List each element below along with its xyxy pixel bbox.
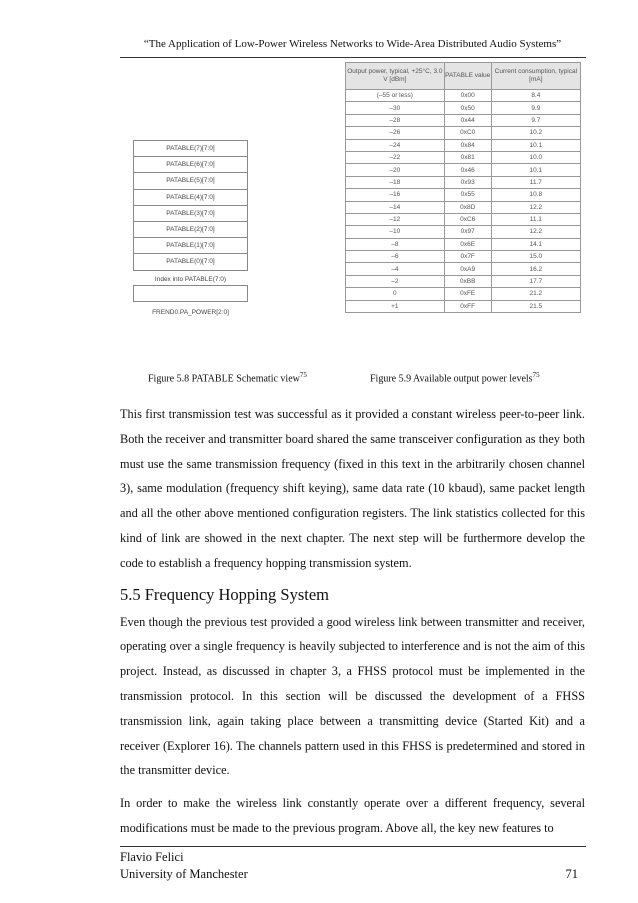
table-cell: 10.0 [491,151,580,163]
index-box [133,285,248,302]
table-cell: –30 [346,102,445,114]
table-row [346,90,581,102]
table-cell: 9.9 [491,102,580,114]
table-cell: 0xA9 [444,263,491,275]
table-cell: –26 [346,127,445,139]
patable-stack [133,140,248,271]
table-cell: 17.7 [491,275,580,287]
table-cell: –6 [346,251,445,263]
patable-cell: PATABLE(3)[7:0] [133,206,248,222]
table-cell: 0x7F [444,251,491,263]
table-cell: 21.5 [491,300,580,312]
patable-cell: PATABLE(6)[7:0] [133,157,248,173]
page-number: 71 [565,867,578,881]
table-cell: 16.2 [491,263,580,275]
patable-cell: PATABLE(5)[7:0] [133,173,248,189]
footer-author: Flavio Felici [120,850,184,864]
table-cell: 10.1 [491,164,580,176]
patable-cell: PATABLE(2)[7:0] [133,222,248,238]
figure-5-8-caption [148,371,307,384]
table-row [346,300,581,312]
patable-schematic [133,140,248,318]
table-cell: 0 [346,288,445,300]
patable-cell: PATABLE(7)[7:0] [133,140,248,157]
table-cell: 11.1 [491,213,580,225]
table-cell: –10 [346,226,445,238]
table-cell: +1 [346,300,445,312]
caption-text: Figure 5.9 Available output power levels [370,373,533,385]
column-header: Output power, typical, +25°C, 3.0 V [dBm] [346,63,445,90]
footer-rule [120,846,586,847]
table-cell: 0xC6 [444,213,491,225]
caption-text: Figure 5.8 PATABLE Schematic view [148,373,300,385]
table-row [346,288,581,300]
table-cell: 21.2 [491,288,580,300]
table-row [346,164,581,176]
table-cell: –22 [346,151,445,163]
table-cell: 8.4 [491,90,580,102]
table-cell: 9.7 [491,114,580,126]
table-cell: –28 [346,114,445,126]
table-cell: 0x84 [444,139,491,151]
table-cell: 0x50 [444,102,491,114]
table-cell: 0x00 [444,90,491,102]
table-cell: 0x97 [444,226,491,238]
table-cell: 10.8 [491,189,580,201]
table-cell: 0x6E [444,238,491,250]
table-cell: –20 [346,164,445,176]
table-cell: –12 [346,213,445,225]
table-cell: 12.2 [491,226,580,238]
table-row [346,189,581,201]
patable-cell: PATABLE(4)[7:0] [133,190,248,206]
table-cell: 10.2 [491,127,580,139]
footer-row [120,866,586,883]
table-row [346,127,581,139]
figure-5-9-caption [370,371,540,384]
output-power-table [345,62,581,313]
table-row [346,263,581,275]
running-header: “The Application of Low-Power Wireless Networks to Wide-Area Distributed Audio Systems” [143,38,562,50]
footnote-ref: 75 [532,371,540,379]
table-cell: –4 [346,263,445,275]
section-heading: 5.5 Frequency Hopping System [120,584,329,604]
table-cell: –24 [346,139,445,151]
table-cell: 0xFE [444,288,491,300]
footer [120,849,586,883]
body-text [120,402,585,849]
index-label: Index into PATABLE(7:0) [154,275,227,283]
patable-cell: PATABLE(1)[7:0] [133,238,248,254]
table-row [346,102,581,114]
table-cell: (–55 or less) [346,90,445,102]
table-row [346,176,581,188]
column-header: Current consumption, typical [mA] [491,63,580,90]
table-cell: 10.1 [491,139,580,151]
table-row [346,151,581,163]
table-cell: 0x93 [444,176,491,188]
table-cell: 0xC0 [444,127,491,139]
table-cell: 15.0 [491,251,580,263]
table-row [346,251,581,263]
table-cell: 0x81 [444,151,491,163]
table-cell: –16 [346,189,445,201]
table-row [346,226,581,238]
paragraph: This first transmission test was successful as it provided a constant wireless peer-to-peer link. Both the receiver and transmitter board shared the same transceiver configuration as they both must use the same transmission frequency (fixed in this text in the arbitrarily chosen channel 3), same modulation (frequency shift keying), same data rate (10 kbaud), same packet length and all the other above mentioned configuration registers. The link statistics collected for this kind of link are showed in the next chapter. The next step will be furthermore develop the code to establish a frequency hopping transmission system. [120,407,585,570]
table-cell: 0x55 [444,189,491,201]
table-cell: 14.1 [491,238,580,250]
table-cell: 0xFF [444,300,491,312]
table-cell: 0x8D [444,201,491,213]
paragraph: In order to make the wireless link constantly operate over a different frequency, several modifications must be made to the previous program. Above all, the key new features to [120,796,585,835]
table-row [346,114,581,126]
table-cell: 0xBB [444,275,491,287]
table-row [346,139,581,151]
register-label: FREND0.PA_POWER[2:0] [152,308,229,316]
footer-institution: University of Manchester [120,867,248,881]
table-cell: 0x46 [444,164,491,176]
table-cell: –18 [346,176,445,188]
footnote-ref: 75 [299,371,307,379]
patable-cell: PATABLE(0)[7:0] [133,254,248,270]
table-row [346,213,581,225]
table-cell: –2 [346,275,445,287]
table-cell: –14 [346,201,445,213]
table-cell: –8 [346,238,445,250]
paragraph: Even though the previous test provided a good wireless link between transmitter and receiver, operating over a single frequency is heavily subjected to interference and is not the aim of this project. Instead, as discussed in chapter 3, a FHSS protocol must be implemented in the transmission protocol. In this section will be discussed the development of a FHSS transmission link, again taking place between a transmitting device (Started Kit) and a receiver (Explorer 16). The channels pattern used in this FHSS is predetermined and stored in the transmitter device. [120,614,585,778]
table-row [346,201,581,213]
table-cell: 12.2 [491,201,580,213]
header-rule [120,57,586,58]
table-cell: 11.7 [491,176,580,188]
table-row [346,238,581,250]
table-row [346,275,581,287]
table-cell: 0x44 [444,114,491,126]
column-header: PATABLE value [444,63,491,90]
